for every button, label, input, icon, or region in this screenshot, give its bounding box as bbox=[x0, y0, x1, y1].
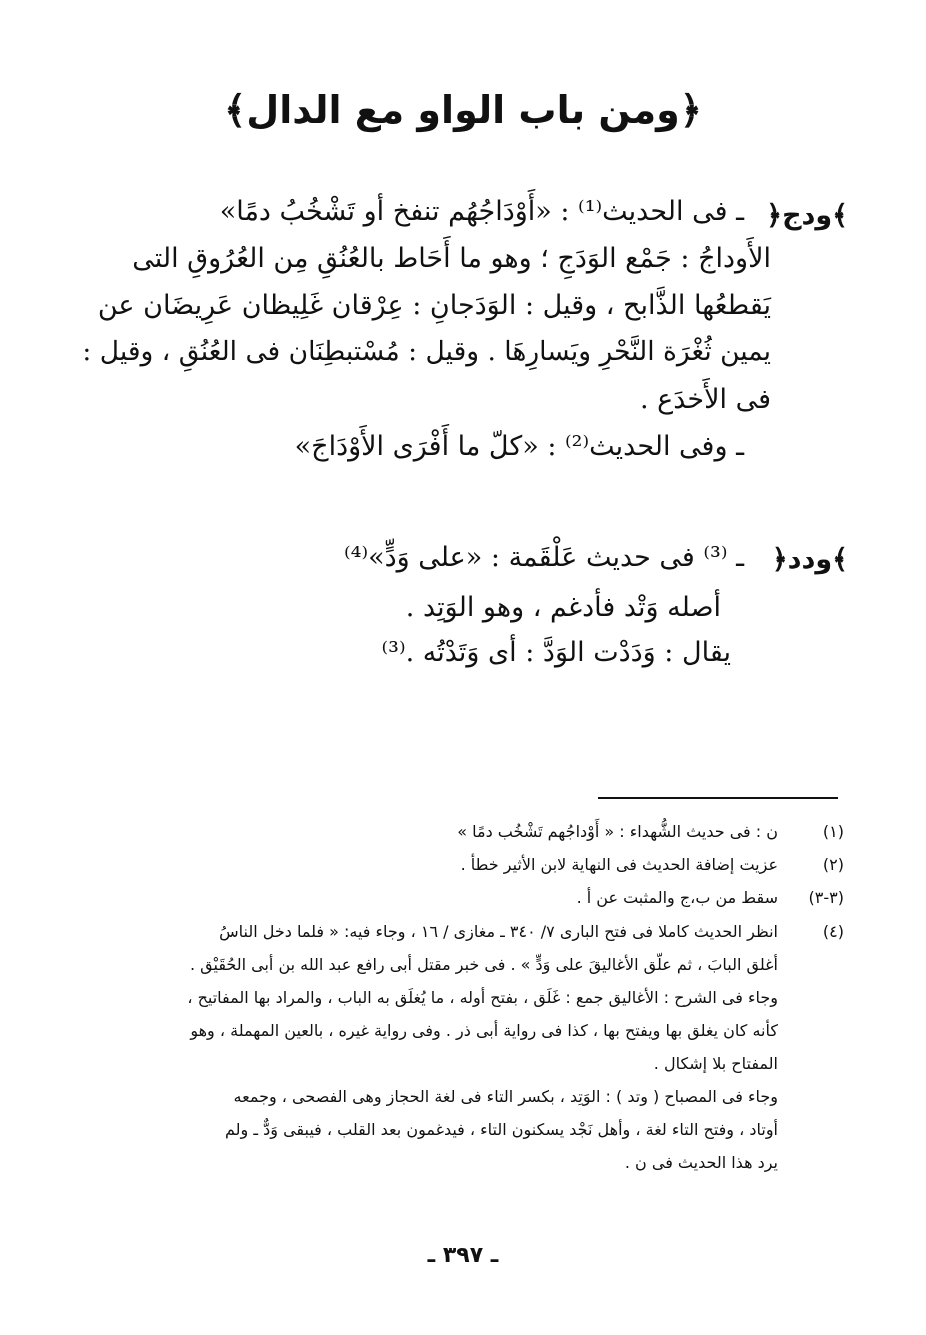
entry-text-line: ـ فى الحديث⁽¹⁾ : «أَوْدَاجُهُم تنفخ أو تَشْخُبُ دمًا» bbox=[219, 196, 744, 227]
footnote-text: وجاء فى المصباح ( وتد ) : الوَتِد ، بكسر التاء فى لغة الحجاز وهى الفصحى ، وجمعه bbox=[233, 1087, 778, 1106]
entry-text-line: يقال : وَدَدْت الوَدَّ : أى وَتَدْتُه .⁽³⁾ bbox=[381, 637, 731, 668]
footnote-text: ن : فى حديث الشُّهداء : « أَوْداجُهم تَشْخُب دمًا » bbox=[457, 822, 778, 841]
footnote-text: انظر الحديث كاملا فى فتح البارى ٧/ ٣٤٠ ـ مغازى / ١٦ ، وجاء فيه: « فلما دخل الناسُ bbox=[219, 922, 778, 941]
footnote-separator bbox=[598, 797, 838, 799]
entry-text-line: الأَوداجُ : جَمْع الوَدَجِ ؛ وهو ما أَحَاط بالعُنُقِ مِن العُرُوقِ التى bbox=[132, 243, 771, 274]
page-number: ـ ٣٩٧ ـ bbox=[427, 1243, 499, 1268]
entry-lemma: ﴿ودد﴾ bbox=[771, 544, 848, 575]
footnote-number: (٢) bbox=[822, 855, 844, 874]
footnote-text: يرد هذا الحديث فى ن . bbox=[624, 1153, 778, 1172]
entry-text-line: ـ ⁽³⁾ فى حديث عَلْقَمة : «على وَدٍّ»⁽⁴⁾ bbox=[343, 542, 744, 573]
footnote-number: (٤) bbox=[822, 922, 844, 941]
entry-text-line: يمين ثُغْرَة النَّحْرِ ويَسارِهَا . وقيل : مُسْتبطِنَان فى العُنُقِ ، وقيل : bbox=[82, 336, 771, 367]
footnote-text: كأنه كان يغلق بها ويفتح بها ، كذا فى رواية أبى ذر . وفى رواية غيره ، بالعين المهملة ، وهو bbox=[190, 1021, 778, 1040]
footnote-text: سقط من ب،ج والمثبت عن أ . bbox=[576, 888, 778, 907]
footnote-text: وجاء فى الشرح : الأغاليق جمع : غَلَق ، بفتح أوله ، ما يُغلَق به الباب ، والمراد بها المفاتيح ، bbox=[187, 988, 778, 1007]
entry-text-line: ـ وفى الحديث⁽²⁾ : «كلّ ما أَفْرَى الأَوْدَاجَ» bbox=[294, 431, 744, 462]
footnote-text: أوتاد ، وفتح التاء لغة ، وأهل نَجْد يسكنون التاء ، فيدغمون بعد القلب ، فيبقى وَدٌّ ـ ولم bbox=[225, 1120, 778, 1139]
section-title: ﴿ومن باب الواو مع الدال﴾ bbox=[223, 88, 702, 132]
footnote-text: المفتاح بلا إشكال . bbox=[653, 1054, 778, 1073]
footnote-number: (٣-٣) bbox=[808, 888, 844, 907]
entry-lemma: ﴿ودج﴾ bbox=[766, 200, 848, 231]
entry-text-line: يَقطعُها الذَّابح ، وقيل : الوَدَجانِ : عِرْقان غَلِيظان عَرِيضَان عن bbox=[97, 290, 771, 321]
entry-text-line: فى الأَخدَع . bbox=[639, 384, 771, 415]
footnote-text: عزيت إضافة الحديث فى النهاية لابن الأثير خطأ . bbox=[460, 855, 778, 874]
footnote-number: (١) bbox=[822, 822, 844, 841]
footnote-text: أغلق البابَ ، ثم علّق الأغاليقَ على وَدٍّ » . فى خبر مقتل أبى رافع عبد الله بن أبى الحُقَيْق . bbox=[189, 955, 778, 974]
entry-text-line: أصله وَتْد فأدغم ، وهو الوَتِد . bbox=[405, 592, 721, 623]
